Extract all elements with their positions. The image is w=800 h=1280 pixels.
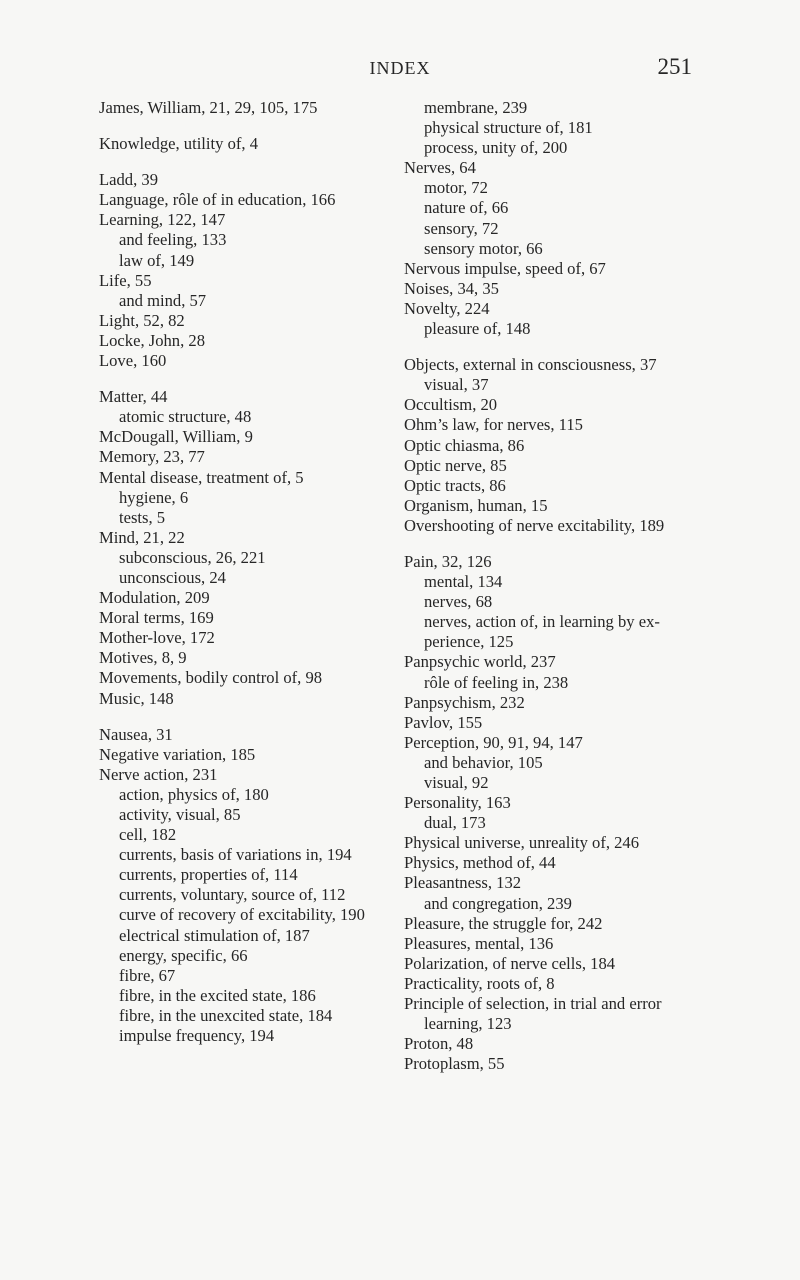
index-subentry: atomic structure, 48 [119, 407, 252, 427]
index-entry: Negative variation, 185 [99, 744, 256, 764]
index-entry: Light, 52, 82 [99, 310, 185, 330]
index-entry: Proton, 48 [404, 1034, 474, 1054]
index-column-left [99, 98, 399, 1046]
index-entry: Matter, 44 [99, 387, 168, 407]
index-subentry: sensory motor, 66 [424, 238, 543, 258]
index-entry: Practicality, roots of, 8 [404, 973, 555, 993]
index-subentry: fibre, 67 [119, 965, 176, 985]
index-column-right [404, 98, 764, 1074]
index-subentry: hygiene, 6 [119, 487, 189, 507]
index-entry: Panpsychism, 232 [404, 692, 525, 712]
index-entry: Occultism, 20 [404, 395, 498, 415]
index-entry: Personality, 163 [404, 793, 511, 813]
index-entry: Music, 148 [99, 688, 174, 708]
index-entry: Pavlov, 155 [404, 712, 483, 732]
entry-gap [99, 118, 399, 134]
index-entry: Moral terms, 169 [99, 608, 214, 628]
index-entry: Ladd, 39 [99, 170, 158, 190]
index-entry: Novelty, 224 [404, 298, 490, 318]
index-entry: Learning, 122, 147 [99, 210, 226, 230]
entry-gap [404, 339, 764, 355]
index-subentry: action, physics of, 180 [119, 784, 269, 804]
index-entry: Mother-love, 172 [99, 628, 215, 648]
index-subentry: process, unity of, 200 [424, 138, 568, 158]
index-subentry: nerves, 68 [424, 592, 493, 612]
index-entry: Pain, 32, 126 [404, 551, 492, 571]
index-entry: Memory, 23, 77 [99, 447, 205, 467]
index-entry: Love, 160 [99, 351, 167, 371]
index-subentry: currents, voluntary, source of, 112 [119, 885, 346, 905]
running-title: INDEX [369, 58, 431, 78]
index-entry: Organism, human, 15 [404, 495, 548, 515]
index-entry: James, William, 21, 29, 105, 175 [99, 98, 318, 117]
index-subentry: fibre, in the excited state, 186 [119, 985, 316, 1005]
index-subentry: pleasure of, 148 [424, 319, 531, 339]
index-entry: Physics, method of, 44 [404, 853, 556, 873]
index-entry: Nerve action, 231 [99, 764, 218, 784]
index-subentry: impulse frequency, 194 [119, 1026, 275, 1046]
entry-gap [99, 709, 399, 725]
index-entry: Perception, 90, 91, 94, 147 [404, 732, 583, 752]
index-subentry: membrane, 239 [424, 98, 528, 117]
index-entry: Language, rôle of in education, 166 [99, 190, 336, 210]
index-subentry: activity, visual, 85 [119, 805, 241, 824]
index-subentry: and mind, 57 [119, 290, 207, 310]
index-subentry: currents, properties of, 114 [119, 865, 298, 885]
index-subentry: dual, 173 [424, 813, 486, 833]
index-entry: Nausea, 31 [99, 724, 173, 744]
index-entry: Knowledge, utility of, 4 [99, 134, 259, 154]
index-entry: Life, 55 [99, 270, 152, 290]
index-subentry: physical structure of, 181 [424, 118, 593, 138]
index-subentry: motor, 72 [424, 178, 488, 198]
index-entry-continuation: perience, 125 [424, 632, 514, 652]
index-entry-continuation: learning, 123 [424, 1014, 512, 1034]
index-entry: Locke, John, 28 [99, 330, 205, 350]
index-entry: Motives, 8, 9 [99, 648, 187, 668]
index-entry: Nervous impulse, speed of, 67 [404, 258, 606, 278]
page-number: 251 [657, 54, 692, 79]
index-subentry: curve of recovery of excitability, 190 [119, 905, 365, 925]
index-subentry: and congregation, 239 [424, 893, 572, 913]
index-subentry: visual, 92 [424, 773, 489, 792]
index-entry: Pleasures, mental, 136 [404, 933, 554, 953]
index-entry: Ohm’s law, for nerves, 115 [404, 415, 583, 435]
index-subentry: rôle of feeling in, 238 [424, 672, 569, 692]
index-entry: Nerves, 64 [404, 158, 476, 178]
index-subentry: law of, 149 [119, 250, 195, 270]
index-subentry: nature of, 66 [424, 198, 509, 218]
index-subentry: visual, 37 [424, 375, 489, 395]
index-subentry: unconscious, 24 [119, 567, 226, 587]
index-subentry: nerves, action of, in learning by ex- [424, 612, 660, 632]
index-subentry: and feeling, 133 [119, 230, 227, 250]
index-entry: Protoplasm, 55 [404, 1054, 505, 1074]
index-entry: Objects, external in consciousness, 37 [404, 355, 657, 375]
page-header [0, 52, 800, 84]
index-entry: Polarization, of nerve cells, 184 [404, 953, 616, 973]
index-entry: Optic tracts, 86 [404, 475, 506, 495]
index-entry: Optic chiasma, 86 [404, 435, 525, 455]
entry-gap [99, 371, 399, 387]
index-entry: Mind, 21, 22 [99, 527, 185, 547]
index-entry: Mental disease, treatment of, 5 [99, 467, 304, 487]
entry-gap [404, 536, 764, 552]
index-entry: Movements, bodily control of, 98 [99, 668, 323, 688]
index-entry: Principle of selection, in trial and error [404, 994, 662, 1014]
index-subentry: sensory, 72 [424, 218, 499, 238]
index-entry: Physical universe, unreality of, 246 [404, 833, 640, 853]
index-subentry: energy, specific, 66 [119, 945, 248, 965]
index-subentry: electrical stimulation of, 187 [119, 925, 310, 945]
index-subentry: currents, basis of variations in, 194 [119, 845, 352, 865]
index-entry: Optic nerve, 85 [404, 455, 507, 475]
index-subentry: fibre, in the unexcited state, 184 [119, 1005, 333, 1025]
index-entry: Pleasure, the struggle for, 242 [404, 913, 603, 933]
index-subentry: and behavior, 105 [424, 752, 543, 772]
index-entry: Modulation, 209 [99, 588, 210, 608]
index-entry: Pleasantness, 132 [404, 873, 522, 893]
index-entry: Overshooting of nerve excitability, 189 [404, 515, 665, 535]
index-subentry: mental, 134 [424, 572, 503, 592]
index-entry: McDougall, William, 9 [99, 427, 253, 447]
index-subentry: cell, 182 [119, 825, 177, 845]
index-subentry: tests, 5 [119, 507, 166, 527]
index-entry: Noises, 34, 35 [404, 278, 499, 298]
index-entry: Panpsychic world, 237 [404, 652, 556, 672]
entry-gap [99, 154, 399, 170]
index-subentry: subconscious, 26, 221 [119, 547, 266, 567]
